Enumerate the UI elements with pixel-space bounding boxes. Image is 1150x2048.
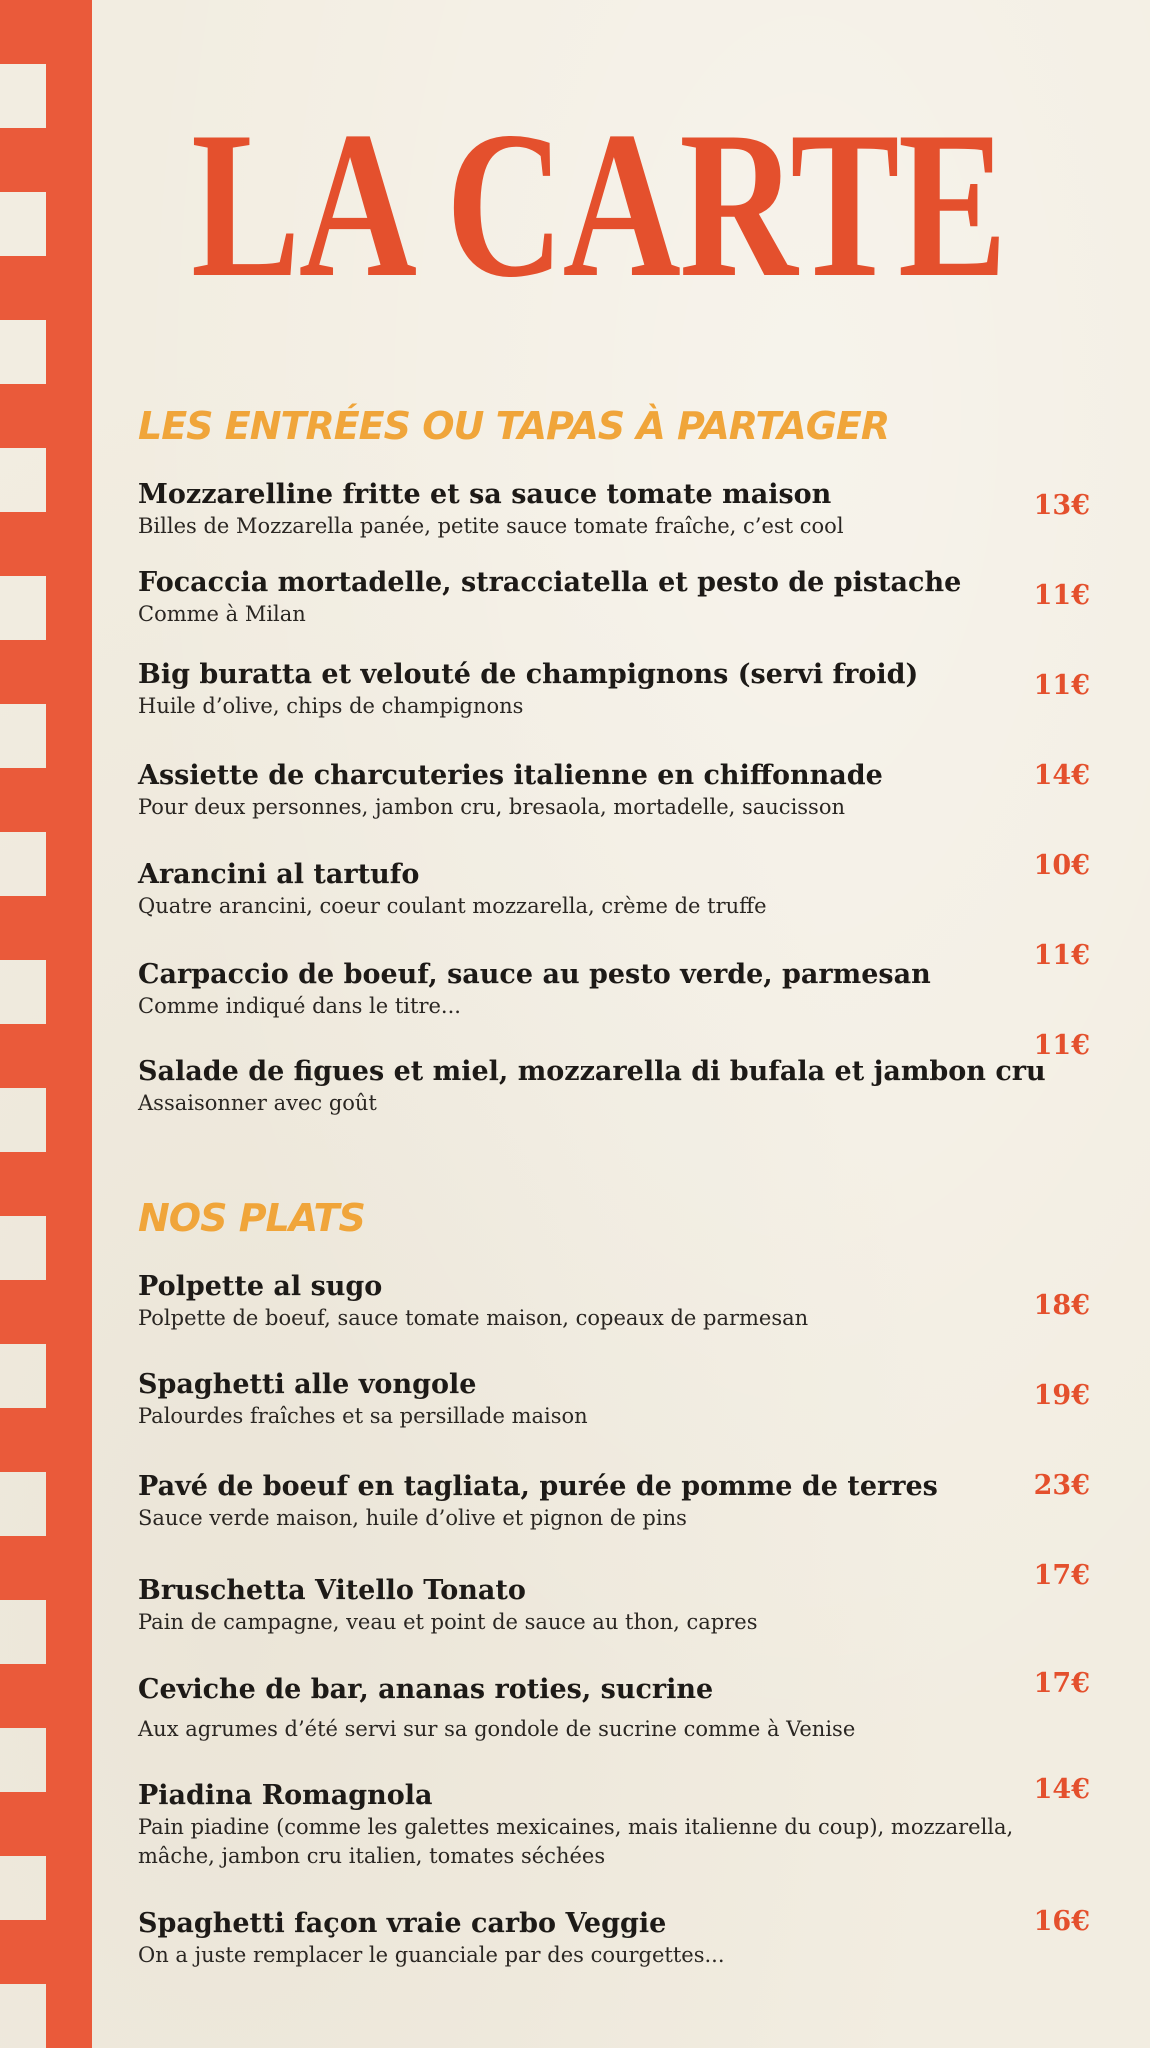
menu-item: [138, 759, 1090, 822]
item-name: Carpaccio de boeuf, sauce au pesto verde, parmesan: [138, 959, 931, 990]
menu-item: [138, 1673, 1090, 1744]
item-price: 11€: [1033, 670, 1090, 701]
menu-item: [138, 1368, 1090, 1431]
item-name: Mozzarelline fritte et sa sauce tomate maison: [138, 479, 832, 510]
item-price: 14€: [1033, 760, 1090, 791]
item-description: Assaisonner avec goût: [138, 1091, 377, 1115]
menu-item: [138, 858, 1090, 921]
section-title-plats: NOS PLATS: [138, 1196, 365, 1240]
item-description: Pain piadine (comme les galettes mexicaines, mais italienne du coup), mozzarella, mâche, jambon cru italien, tomates séchées: [138, 1815, 1014, 1868]
item-description: Polpette de boeuf, sauce tomate maison, copeaux de parmesan: [138, 1306, 809, 1330]
item-description: Palourdes fraîches et sa persillade maison: [138, 1404, 588, 1428]
checkered-border: [0, 0, 92, 2048]
menu-item: [138, 958, 1090, 1021]
item-price: 10€: [1033, 850, 1090, 881]
item-price: 17€: [1033, 1560, 1090, 1591]
item-price: 23€: [1033, 1470, 1090, 1501]
menu-item: [138, 566, 1090, 629]
section-title-entrees: LES ENTRÉES OU TAPAS À PARTAGER: [138, 404, 890, 448]
item-description: Pain de campagne, veau et point de sauce au thon, capres: [138, 1610, 758, 1634]
menu-item: [138, 1270, 1090, 1333]
item-name: Polpette al sugo: [138, 1271, 383, 1302]
item-price: 16€: [1033, 1906, 1090, 1937]
item-description: Billes de Mozzarella panée, petite sauce tomate fraîche, c’est cool: [138, 514, 844, 538]
item-description: Sauce verde maison, huile d’olive et pignon de pins: [138, 1506, 687, 1530]
item-price: 11€: [1033, 1030, 1090, 1061]
item-description: Aux agrumes d’été servi sur sa gondole de sucrine comme à Venise: [138, 1717, 856, 1741]
menu-item: [138, 1779, 1050, 1871]
checker-column-left: [0, 0, 46, 2048]
item-price: 19€: [1033, 1380, 1090, 1411]
item-price: 13€: [1033, 490, 1090, 521]
item-name: Spaghetti façon vraie carbo Veggie: [138, 1908, 667, 1939]
item-name: Ceviche de bar, ananas roties, sucrine: [138, 1674, 714, 1705]
menu-item: [138, 1470, 1090, 1533]
item-description: Huile d’olive, chips de champignons: [138, 694, 524, 718]
item-name: Big buratta et velouté de champignons (servi froid): [138, 659, 919, 690]
item-name: Spaghetti alle vongole: [138, 1369, 477, 1400]
item-description: Comme à Milan: [138, 602, 306, 626]
item-name: Arancini al tartufo: [138, 859, 420, 890]
item-description: On a juste remplacer le guanciale par des courgettes...: [138, 1943, 725, 1967]
checker-column-right: [46, 0, 92, 2048]
item-description: Quatre arancini, coeur coulant mozzarella, crème de truffe: [138, 894, 767, 918]
menu-item: [138, 658, 1090, 721]
item-name: Focaccia mortadelle, stracciatella et pesto de pistache: [138, 567, 962, 598]
item-price: 18€: [1033, 1290, 1090, 1321]
item-price: 11€: [1033, 580, 1090, 611]
item-name: Pavé de boeuf en tagliata, purée de pomme de terres: [138, 1471, 938, 1502]
item-description: Pour deux personnes, jambon cru, bresaola, mortadelle, saucisson: [138, 795, 846, 819]
item-price: 14€: [1033, 1774, 1090, 1805]
page-title: LA CARTE: [191, 89, 1006, 321]
menu-item: [138, 1055, 1090, 1118]
menu-item: [138, 1907, 1090, 1970]
item-name: Salade de figues et miel, mozzarella di bufala et jambon cru: [138, 1056, 1046, 1087]
item-name: Assiette de charcuteries italienne en chiffonnade: [138, 760, 883, 791]
item-price: 17€: [1033, 1668, 1090, 1699]
menu-item: [138, 1574, 1090, 1637]
item-price: 11€: [1033, 940, 1090, 971]
item-name: Bruschetta Vitello Tonato: [138, 1575, 526, 1606]
item-name: Piadina Romagnola: [138, 1780, 433, 1811]
item-description: Comme indiqué dans le titre...: [138, 994, 461, 1018]
menu-item: [138, 478, 1090, 541]
